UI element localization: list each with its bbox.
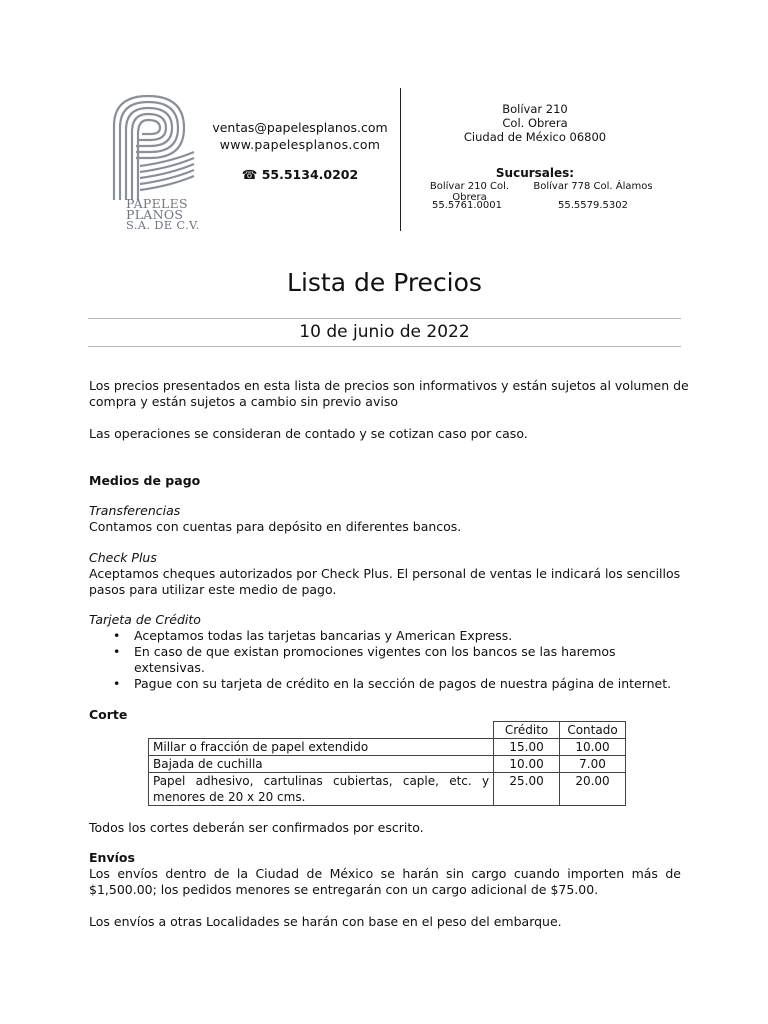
phone-number: 55.5134.0202 [261, 167, 359, 182]
address-line-3: Ciudad de México 06800 [463, 130, 607, 144]
transfer-text: Contamos con cuentas para depósito en diferentes bancos. [89, 519, 462, 534]
branch-2-phone: 55.5579.5302 [558, 200, 628, 211]
cut-price-table [148, 721, 626, 806]
row-cash: 20.00 [560, 773, 626, 806]
company-logo [110, 92, 200, 234]
row-cash: 7.00 [560, 756, 626, 773]
table-header-row [149, 722, 626, 739]
document-date: 10 de junio de 2022 [299, 322, 470, 342]
phone-icon: ☎ [241, 167, 258, 182]
row-item: Papel adhesivo, cartulinas cubiertas, caple, etc. y menores de 20 x 20 cms. [149, 773, 494, 806]
table-row [149, 739, 626, 756]
payment-heading: Medios de pago [89, 473, 201, 488]
logo-line-3: S.A. DE C.V. [126, 218, 200, 232]
title-rule-top [88, 318, 681, 319]
address-line-2: Col. Obrera [502, 116, 568, 130]
contact-email[interactable]: ventas@papelesplanos.com [212, 120, 388, 135]
logo-line-1: PAPELES [126, 196, 188, 211]
list-item: • Aceptamos todas las tarjetas bancarias y American Express. [113, 628, 513, 643]
bullet-icon: • [113, 628, 121, 643]
contact-phone [200, 167, 400, 182]
row-credit: 10.00 [494, 756, 560, 773]
intro-paragraph-1: Los precios presentados en esta lista de precios son informativos y están sujetos al volumen de compra y están sujetos a cambio sin previo aviso [89, 378, 689, 409]
row-credit: 25.00 [494, 773, 560, 806]
branch-1-phone: 55.5761.0001 [432, 200, 502, 211]
column-header-cash: Contado [560, 722, 626, 739]
address-line-1: Bolívar 210 [502, 102, 568, 116]
table-row [149, 773, 626, 806]
row-cash: 10.00 [560, 739, 626, 756]
shipping-heading: Envíos [89, 850, 135, 865]
bullet-icon: • [113, 644, 121, 659]
shipping-paragraph-2: Los envíos a otras Localidades se harán con base en el peso del embarque. [89, 914, 562, 929]
check-text: Aceptamos cheques autorizados por Check Plus. El personal de ventas le indicará los sencillos pasos para utilizar este medio de pago. [89, 566, 681, 597]
transfer-title: Transferencias [89, 503, 181, 518]
shipping-paragraph-1: Los envíos dentro de la Ciudad de México se harán sin cargo cuando importen más de $1,500.00; los pedidos menores se entregarán con un cargo adicional de $75.00. [89, 866, 681, 897]
card-list [89, 628, 689, 692]
row-item: Millar o fracción de papel extendido [149, 739, 494, 756]
logo-line-2: PLANOS [126, 207, 184, 222]
logo-mark [110, 92, 200, 202]
cut-heading: Corte [89, 707, 128, 722]
column-header-credit: Crédito [494, 722, 560, 739]
row-credit: 15.00 [494, 739, 560, 756]
row-item: Bajada de cuchilla [149, 756, 494, 773]
table-row [149, 756, 626, 773]
branch-1-address: Bolívar 210 Col. Obrera [429, 181, 510, 203]
bullet-icon: • [113, 676, 121, 691]
branches-title: Sucursales: [495, 166, 575, 180]
contact-website[interactable]: www.papelesplanos.com [219, 137, 381, 152]
header-divider [400, 88, 401, 231]
card-title: Tarjeta de Crédito [89, 612, 201, 627]
page-title: Lista de Precios [287, 268, 482, 297]
check-title: Check Plus [89, 550, 157, 565]
title-rule-bottom [88, 346, 681, 347]
list-item: • En caso de que existan promociones vigentes con los bancos se las haremos extensivas. [113, 644, 616, 675]
cut-note: Todos los cortes deberán ser confirmados por escrito. [89, 820, 424, 835]
intro-paragraph-2: Las operaciones se consideran de contado y se cotizan caso por caso. [89, 426, 528, 441]
branch-2-address: Bolívar 778 Col. Álamos [533, 181, 653, 192]
list-item: • Pague con su tarjeta de crédito en la sección de pagos de nuestra página de internet. [113, 676, 672, 691]
